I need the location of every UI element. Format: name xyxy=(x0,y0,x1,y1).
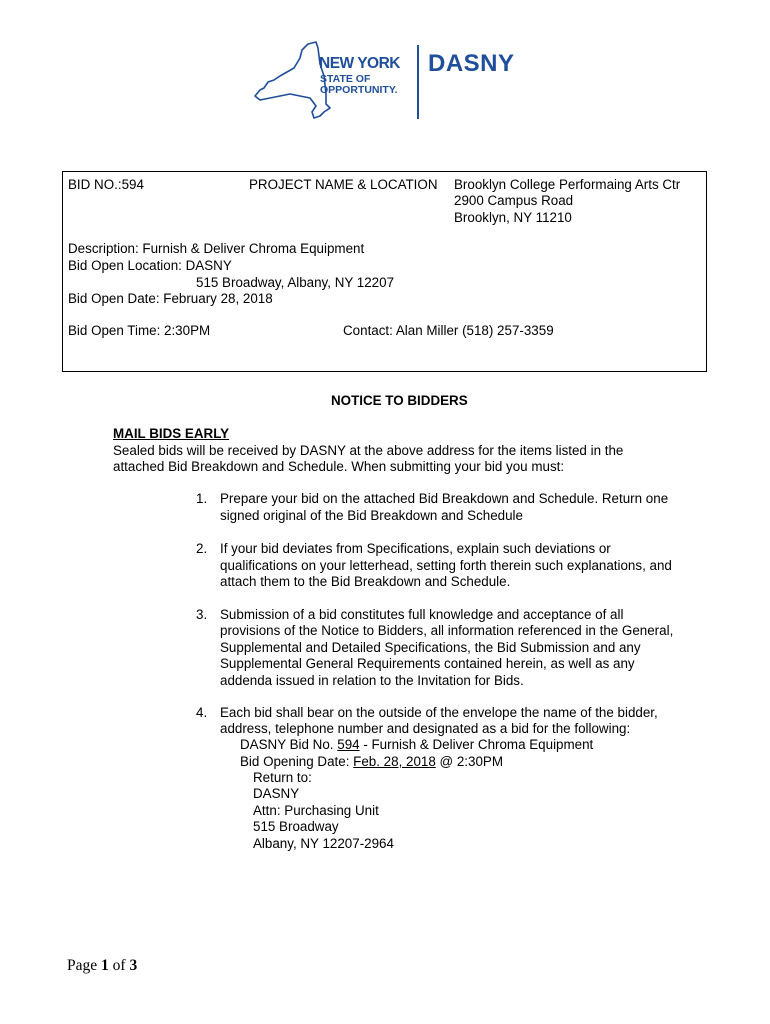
project-label: PROJECT NAME & LOCATION xyxy=(249,177,438,192)
list-item-text: qualifications on your letterhead, setting forth therein such explanations, and xyxy=(220,558,672,573)
bid-open-date: Bid Open Date: February 28, 2018 xyxy=(68,291,273,306)
contact: Contact: Alan Miller (518) 257-3359 xyxy=(343,323,554,338)
return-line: Albany, NY 12207-2964 xyxy=(253,836,394,851)
logo-divider xyxy=(417,45,419,119)
bid-location-address: 515 Broadway, Albany, NY 12207 xyxy=(196,275,395,290)
page-number: Page 1 of 3 xyxy=(67,957,138,974)
notice-heading: NOTICE TO BIDDERS xyxy=(331,393,468,408)
return-line: 515 Broadway xyxy=(253,819,339,834)
list-item-text: Supplemental and Detailed Specifications, the Bid Submission and any xyxy=(220,640,641,655)
logo-state-name: NEW YORK xyxy=(319,55,400,72)
intro-line-2: attached Bid Breakdown and Schedule. When submitting your bid you must: xyxy=(113,459,565,474)
list-number: 4. xyxy=(196,705,208,720)
project-address-line-2: Brooklyn, NY 11210 xyxy=(454,210,572,225)
logo-tagline: STATE OF OPPORTUNITY. xyxy=(320,73,398,96)
list-item-text: address, telephone number and designated as a bid for the following: xyxy=(220,721,631,736)
notice-subheading: MAIL BIDS EARLY xyxy=(113,426,230,441)
envelope-bid-number: DASNY Bid No. 594 - Furnish & Deliver Chroma Equipment xyxy=(240,737,594,752)
envelope-opening-date: Bid Opening Date: Feb. 28, 2018 @ 2:30PM xyxy=(240,754,503,769)
list-item-text: Prepare your bid on the attached Bid Breakdown and Schedule. Return one xyxy=(220,491,669,506)
description: Description: Furnish & Deliver Chroma Equipment xyxy=(68,241,365,256)
return-line: DASNY xyxy=(253,786,300,801)
list-number: 3. xyxy=(196,607,208,622)
list-item-text: provisions of the Notice to Bidders, all information referenced in the General, xyxy=(220,623,674,638)
logo-agency: DASNY xyxy=(428,50,515,77)
return-line: Return to: xyxy=(253,770,312,785)
intro-line-1: Sealed bids will be received by DASNY at the above address for the items listed in the xyxy=(113,443,624,458)
list-number: 1. xyxy=(196,491,208,506)
bid-open-location: Bid Open Location: DASNY xyxy=(68,258,232,273)
return-line: Attn: Purchasing Unit xyxy=(253,803,379,818)
bid-open-time: Bid Open Time: 2:30PM xyxy=(68,323,211,338)
project-name: Brooklyn College Performaing Arts Ctr xyxy=(454,177,681,192)
list-item-text: Each bid shall bear on the outside of the envelope the name of the bidder, xyxy=(220,705,658,720)
list-item-text: Supplemental General Requirements contained herein, as well as any xyxy=(220,656,635,671)
list-number: 2. xyxy=(196,541,208,556)
bid-number: BID NO.:594 xyxy=(68,177,144,192)
list-item-text: attach them to the Bid Breakdown and Schedule. xyxy=(220,574,511,589)
list-item-text: If your bid deviates from Specifications, explain such deviations or xyxy=(220,541,611,556)
list-item-text: Submission of a bid constitutes full knowledge and acceptance of all xyxy=(220,607,624,622)
list-item-text: signed original of the Bid Breakdown and Schedule xyxy=(220,508,523,523)
list-item-text: addenda issued in relation to the Invitation for Bids. xyxy=(220,673,524,688)
project-address-line-1: 2900 Campus Road xyxy=(454,193,574,208)
